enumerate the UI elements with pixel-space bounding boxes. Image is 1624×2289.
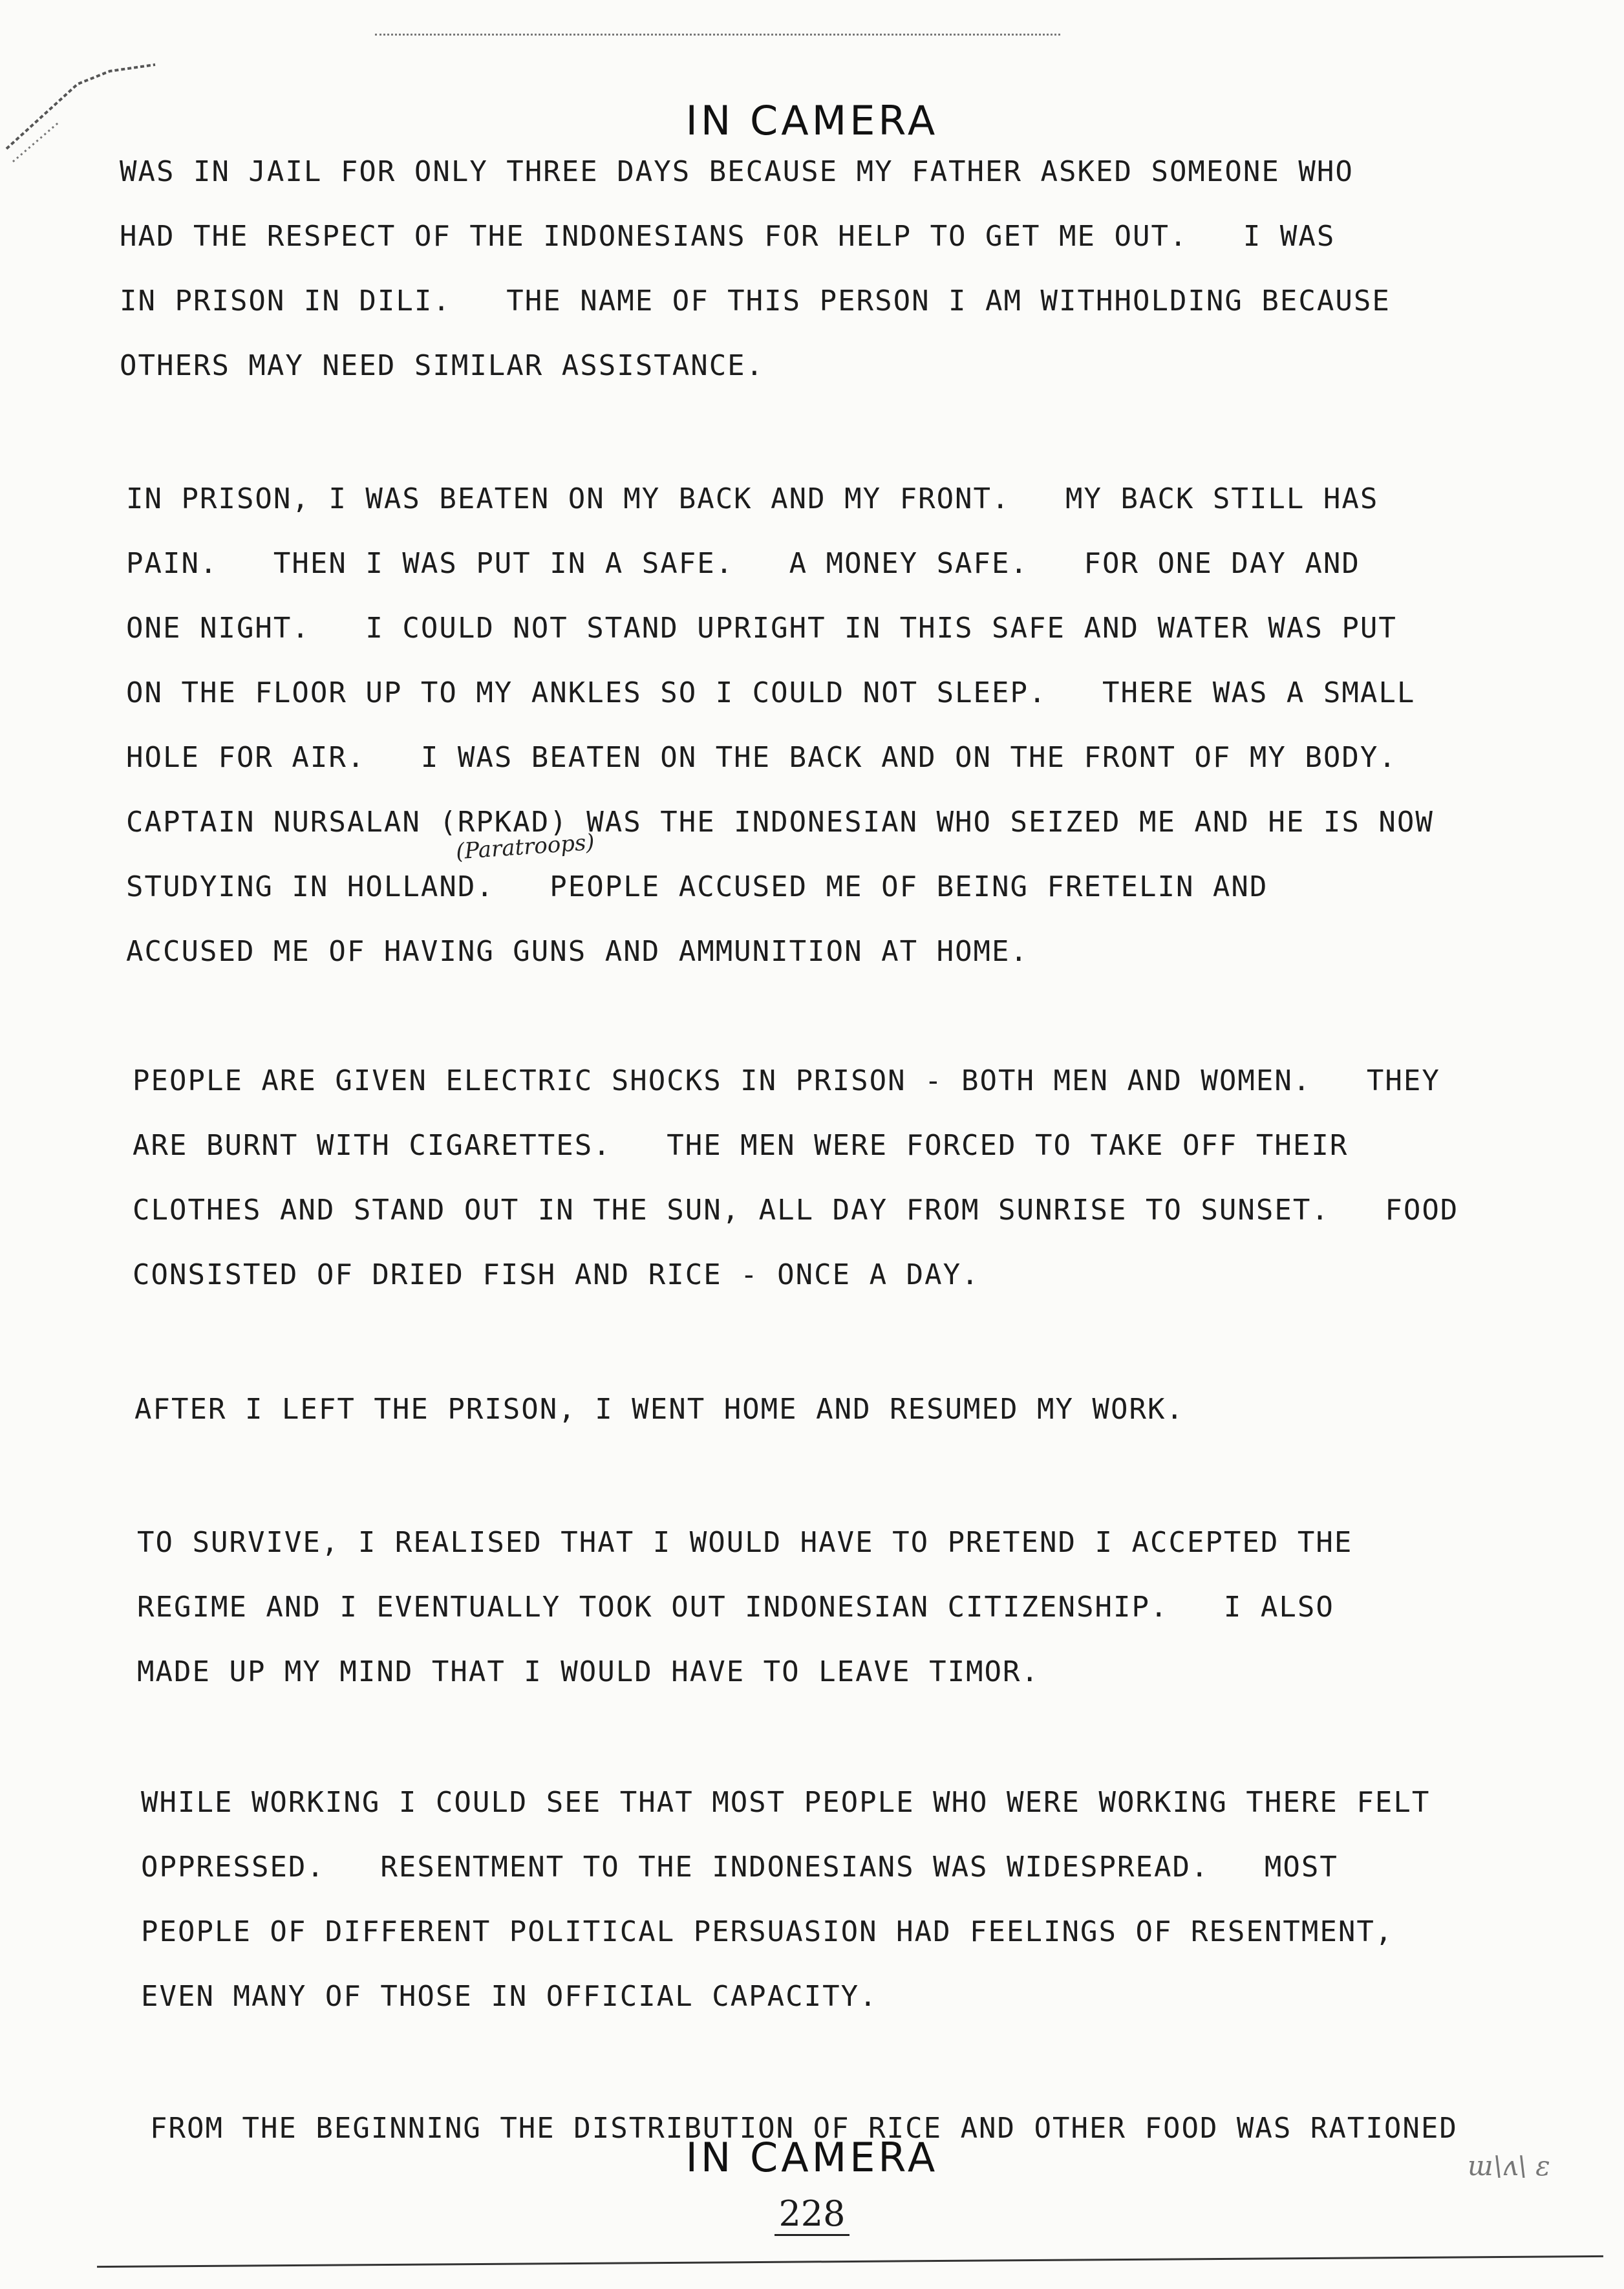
paragraph-5 [137,1510,1352,1704]
text-line: OPPRESSED. RESENTMENT TO THE INDONESIANS WAS WIDESPREAD. MOST [141,1851,1338,1884]
text-line: STUDYING IN HOLLAND. PEOPLE ACCUSED ME OF BEING FRETELIN AND [126,870,1268,903]
text-line: WAS IN JAIL FOR ONLY THREE DAYS BECAUSE MY FATHER ASKED SOMEONE WHO [120,155,1354,188]
text-line: EVEN MANY OF THOSE IN OFFICIAL CAPACITY. [141,1980,878,2013]
text-line: PEOPLE ARE GIVEN ELECTRIC SHOCKS IN PRISON - BOTH MEN AND WOMEN. THEY [133,1064,1440,1097]
paragraph-2 [126,467,1434,984]
page-number: 228 [775,2193,849,2236]
text-line: CONSISTED OF DRIED FISH AND RICE - ONCE A DAY. [133,1258,980,1291]
text-line: ACCUSED ME OF HAVING GUNS AND AMMUNITION AT HOME. [126,935,1029,968]
text-line: PEOPLE OF DIFFERENT POLITICAL PERSUASION HAD FEELINGS OF RESENTMENT, [141,1915,1394,1948]
text-line: MADE UP MY MIND THAT I WOULD HAVE TO LEAVE TIMOR. [137,1655,1040,1688]
handwritten-annotation: (Paratroops) [454,829,595,865]
text-line: ARE BURNT WITH CIGARETTES. THE MEN WERE FORCED TO TAKE OFF THEIR [133,1129,1349,1162]
scan-top-rule [375,34,1060,36]
page-number-container [0,2193,1624,2234]
text-line: CLOTHES AND STAND OUT IN THE SUN, ALL DAY FROM SUNRISE TO SUNSET. FOOD [133,1194,1459,1227]
text-line: REGIME AND I EVENTUALLY TOOK OUT INDONESIAN CITIZENSHIP. I ALSO [137,1591,1334,1624]
paragraph-1 [120,140,1391,398]
text-line: FROM THE BEGINNING THE DISTRIBUTION OF RICE AND OTHER FOOD WAS RATIONED [150,2112,1458,2145]
text-line: ON THE FLOOR UP TO MY ANKLES SO I COULD NOT SLEEP. THERE WAS A SMALL [126,676,1416,709]
text-line: HAD THE RESPECT OF THE INDONESIANS FOR HELP TO GET ME OUT. I WAS [120,220,1336,253]
text-line: CAPTAIN NURSALAN (RPKAD) WAS THE INDONESIAN WHO SEIZED ME AND HE IS NOW [126,806,1434,839]
text-line: IN PRISON IN DILI. THE NAME OF THIS PERSON I AM WITHHOLDING BECAUSE [120,285,1391,317]
bottom-rule [97,2255,1603,2268]
paragraph-3 [133,1049,1458,1307]
paragraph-6 [141,1770,1430,2029]
text-line: OTHERS MAY NEED SIMILAR ASSISTANCE. [120,349,765,382]
text-line: ONE NIGHT. I COULD NOT STAND UPRIGHT IN THIS SAFE AND WATER WAS PUT [126,612,1397,645]
text-line: WHILE WORKING I COULD SEE THAT MOST PEOPLE WHO WERE WORKING THERE FELT [141,1786,1431,1819]
paragraph-4 [134,1377,1184,1442]
in-camera-stamp-top: IN CAMERA [685,97,939,144]
text-line: AFTER I LEFT THE PRISON, I WENT HOME AND RESUMED MY WORK. [134,1393,1184,1426]
text-line: TO SURVIVE, I REALISED THAT I WOULD HAVE TO PRETEND I ACCEPTED THE [137,1526,1353,1559]
in-camera-stamp-bottom: IN CAMERA [685,2134,939,2181]
text-line: PAIN. THEN I WAS PUT IN A SAFE. A MONEY SAFE. FOR ONE DAY AND [126,547,1360,580]
handwritten-initials: ɯ\ʌ\ ɛ [1468,2150,1550,2182]
text-line: IN PRISON, I WAS BEATEN ON MY BACK AND MY FRONT. MY BACK STILL HAS [126,482,1379,515]
text-line: HOLE FOR AIR. I WAS BEATEN ON THE BACK AND ON THE FRONT OF MY BODY. [126,741,1397,774]
